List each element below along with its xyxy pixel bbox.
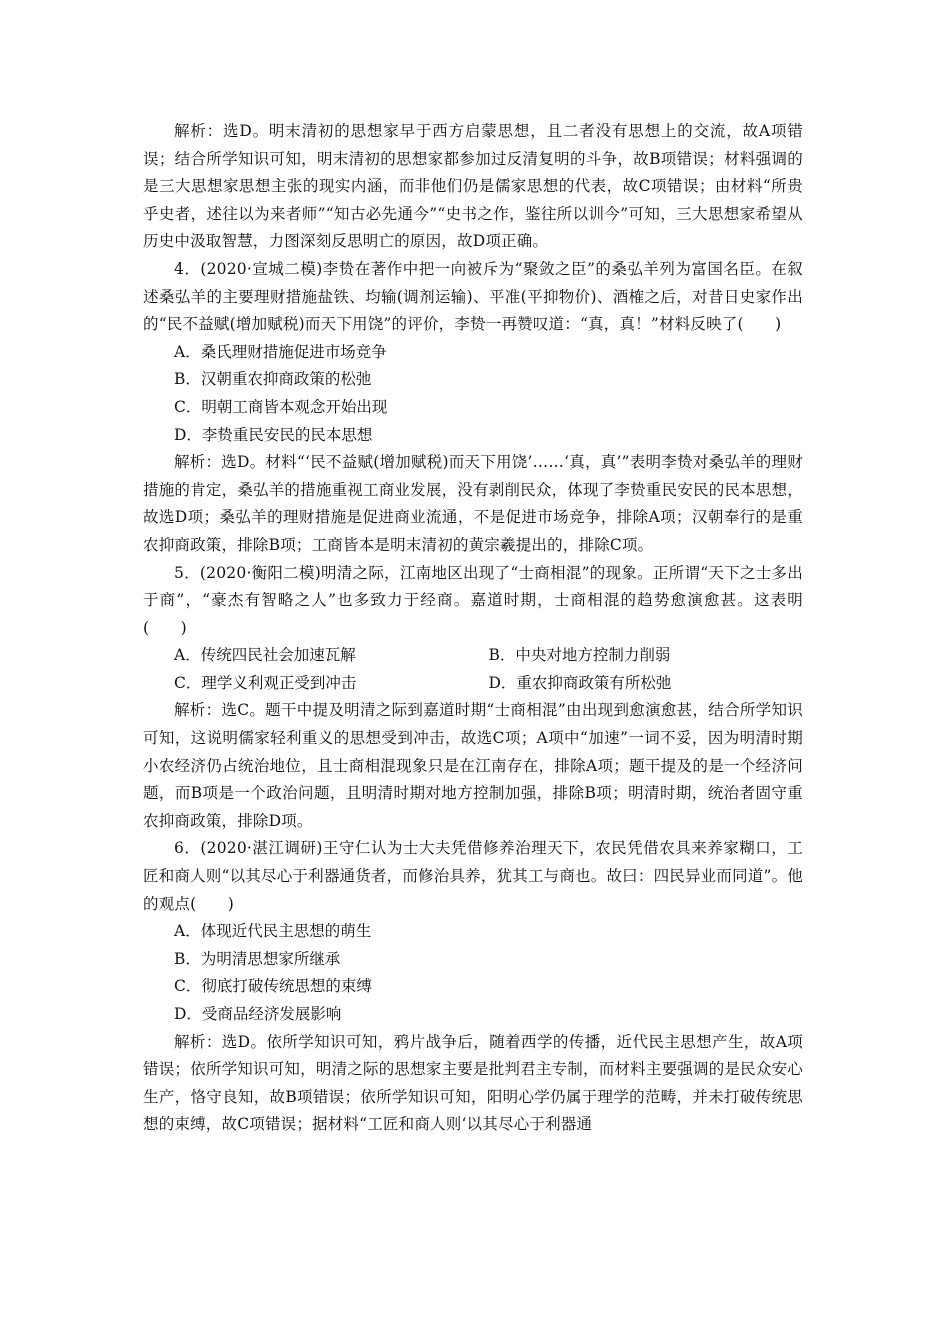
question-4-option-d: D．李贽重民安民的民本思想 <box>174 425 373 444</box>
question-4-stem: 4．(2020·宣城二模)李贽在著作中把一向被斥为“聚敛之臣”的桑弘羊列为富国名臣。在叙述桑弘羊的主要理财措施盐铁、均输(调剂运输)、平准(平抑物价)、酒榷之后，对昔日史家作出的“民不益赋(增加赋税)而天下用饶”的评价，李贽一再赞叹道：“真，真！”材料反映了( ) <box>143 259 803 334</box>
question-6-option-c: C．彻底打破传统思想的束缚 <box>174 977 372 996</box>
question-4-option-c: C．明朝工商皆本观念开始出现 <box>174 397 388 416</box>
question-5-option-b: B．中央对地方控制力削弱 <box>488 646 671 665</box>
question-4-option-a: A．桑氏理财措施促进市场竞争 <box>174 342 387 361</box>
question-6-option-b: B．为明清思想家所继承 <box>174 949 341 968</box>
question-5-options-row-1 <box>143 642 803 670</box>
question-5-options-row-2 <box>143 670 803 698</box>
question-6-option-a: A．体现近代民主思想的萌生 <box>174 922 372 941</box>
question-5-analysis: 解析：选C。题干中提及明清之际到嘉道时期“士商相混”由出现到愈演愈甚，结合所学知识可知，这说明儒家轻利重义的思想受到冲击，故选C项；A项中“加速”一词不妥，因为明清时期小农经济仍占统治地位，且士商相混现象只是在江南存在，排除A项；题干提及的是一个经济问题，而B项是一个政治问题，且明清时期对地方控制加强，排除B项；明清时期，统治者固守重农抑商政策，排除D项。 <box>143 701 803 830</box>
question-6-analysis: 解析：选D。依所学知识可知，鸦片战争后，随着西学的传播，近代民主思想产生，故A项错误；依所学知识可知，明清之际的思想家主要是批判君主专制，而材料主要强调的是民众安心生产，恪守良知，故B项错误；依所学知识可知，阳明心学仍属于理学的范畴，并未打破传统思想的束缚，故C项错误；据材料“工匠和商人则‘以其尽心于利器通 <box>143 1032 803 1134</box>
question-4-analysis: 解析：选D。材料“‘民不益赋(增加赋税)而天下用饶’……‘真，真’”表明李贽对桑弘羊的理财措施的肯定，桑弘羊的措施重视工商业发展，没有剥削民众，体现了李贽重民安民的民本思想，故选D项；桑弘羊的理财措施是促进商业流通，不是促进市场竞争，排除A项；汉朝奉行的是重农抑商政策，排除B项；工商皆本是明末清初的黄宗羲提出的，排除C项。 <box>143 453 803 554</box>
question-6-option-d: D．受商品经济发展影响 <box>174 1005 342 1023</box>
analysis-q3: 解析：选D。明末清初的思想家早于西方启蒙思想，且二者没有思想上的交流，故A项错误；结合所学知识可知，明末清初的思想家都参加过反清复明的斗争，故B项错误；材料强调的是三大思想家思想主张的现实内涵，而非他们仍是儒家思想的代表，故C项错误；由材料“所贵乎史者，述往以为来者师”“知古必先通今”“史书之作，鉴往所以训今”可知，三大思想家希望从历史中汲取智慧，力图深刻反思明亡的原因，故D项正确。 <box>143 122 803 251</box>
question-5-option-a: A．传统四民社会加速瓦解 <box>174 646 356 665</box>
question-5-option-d: D．重农抑商政策有所松弛 <box>488 673 672 692</box>
document-page <box>143 118 803 1139</box>
question-4-option-b: B．汉朝重农抑商政策的松弛 <box>174 370 372 389</box>
question-5-option-c: C．理学义利观正受到冲击 <box>174 673 357 692</box>
question-5-stem: 5．(2020·衡阳二模)明清之际，江南地区出现了“士商相混”的现象。正所谓“天下之士多出于商”，“豪杰有智略之人”也多致力于经商。嘉道时期，士商相混的趋势愈演愈甚。这表明( ) <box>143 563 803 637</box>
question-6-stem: 6．(2020·湛江调研)王守仁认为士大夫凭借修养治理天下，农民凭借农具来养家糊口，工匠和商人则“以其尽心于利器通货者，而修治具养，犹其工与商也。故曰：四民异业而同道”。他的观点( ) <box>143 839 803 913</box>
